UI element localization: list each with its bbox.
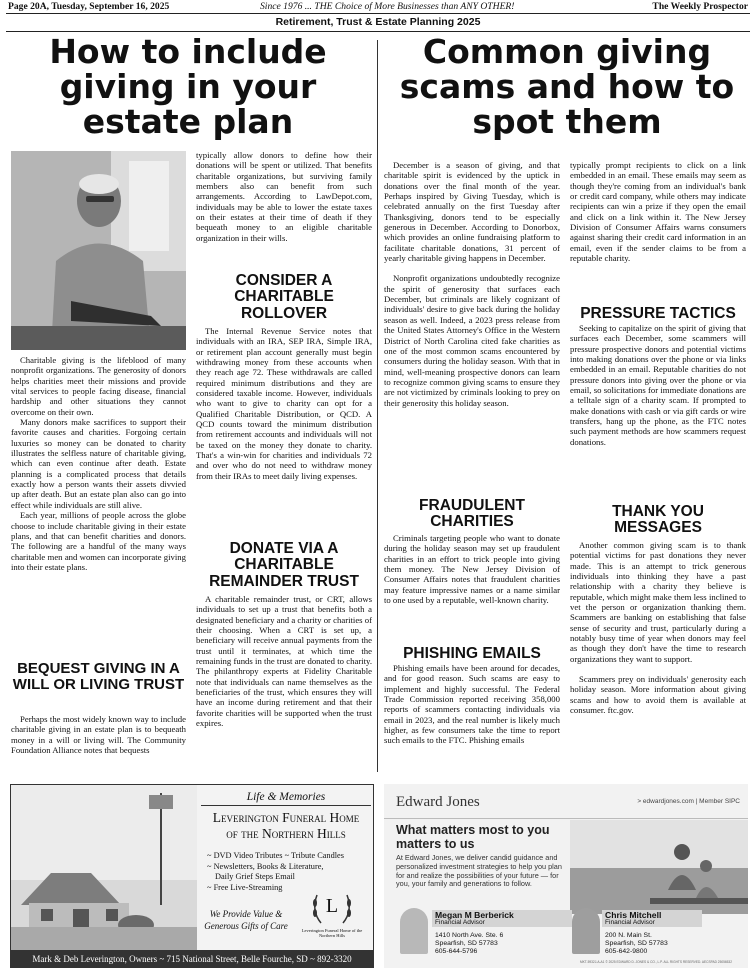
sub-remainder-trust: DONATE VIA A CHARITABLE REMAINDER TRUST bbox=[209, 540, 359, 590]
sub-pressure-tactics: PRESSURE TACTICS bbox=[580, 305, 736, 322]
service-item: ~ Free Live-Streaming bbox=[207, 882, 283, 892]
paragraph: Perhaps the most widely known way to include charitable giving in an estate plan is to bequeath money in a will or living will. The Community Foundation Alliance notes that bequests bbox=[11, 714, 186, 756]
left-col2-top bbox=[196, 150, 372, 243]
paragraph: Many donors make sacrifices to support their favorite causes and charities. Forgoing certain luxuries so money can be donated to charity illustrates the selfless nature of charitable giving, which can even continue after death. Estate planning is a complicated process that details exactly how a person wants their assets divvied up after death. But an estate plan also can go into effect while individuals are still alive. bbox=[11, 417, 186, 510]
paragraph: typically prompt recipients to click on a link embedded in an email. These emails may seem as though they're coming from an individual's bank or credit card company, while others may indicate recipients can win a prize if they open the email and click on a link within it. The New Jersey Division of Consumer Affairs warns consumers against sharing their credit card information in an email, even if the sender claims to be from a reputable charity. bbox=[570, 160, 746, 264]
slogan: Since 1976 ... THE Choice of More Businesses than ANY OTHER! bbox=[260, 1, 515, 12]
right-headline-line1: Common giving bbox=[422, 32, 712, 71]
funeral-home-name-line1: Leverington Funeral Home bbox=[212, 810, 360, 825]
funeral-home-name bbox=[195, 810, 377, 841]
services-list bbox=[207, 851, 373, 893]
advisor-contact bbox=[435, 932, 503, 956]
right-col2-top bbox=[570, 160, 746, 263]
ej-legal: MKT-5932J-A-A1 © 2025 EDWARD D. JONES & CO., L.P. ALL RIGHTS RESERVED. AECSPAD 25056532 bbox=[580, 960, 732, 964]
masthead-line bbox=[6, 0, 750, 14]
advisor-address: 200 N. Main St. bbox=[605, 932, 652, 939]
laurel-logo bbox=[301, 889, 363, 938]
logo-caption: Leverington Funeral Home of the Northern Hills bbox=[301, 928, 363, 938]
paragraph: Nonprofit organizations undoubtedly recognize the spirit of generosity that surfaces each December, but criminals are likely cognizant of individuals' desire to give back during the holiday season as well. Indeed, a 2023 press release from the United States Attorney's Office in the Western District of North Carolina cited fake charities as one of the most common scams encountered by consumers during the holiday season. With that in mind, well-meaning prospective donors can learn to recognize common giving scams to ensure they are not victimized by criminals looking to prey on their generosity this holiday season. bbox=[384, 273, 560, 408]
advisor-photo-mitchell bbox=[572, 908, 600, 954]
right-col2-mid bbox=[570, 323, 746, 447]
paragraph: Charitable giving is the lifeblood of many nonprofit organizations. The generosity of donors helps charities meet their missions and provide vital services to people facing disease, financial hardship and other situations they cannot overcome on their own. bbox=[11, 355, 186, 417]
man-at-laptop-photo bbox=[11, 151, 186, 350]
right-col1-mid bbox=[384, 533, 560, 605]
top-rule bbox=[6, 13, 750, 14]
service-item: ~ Newsletters, Books & Literature, bbox=[207, 861, 324, 871]
advisor-title: Financial Advisor bbox=[435, 919, 485, 926]
right-col1-bottom bbox=[384, 663, 560, 746]
paragraph: Phishing emails have been around for decades, and for good reason. Such scams are easy to implement and highly successful. The Federal Trade Commission reported receiving 358,000 reports of scammers contacting individuals via email in 2023, and the real number is likely much higher, as few consumers take the time to report such emails to the FTC. Phishing emails bbox=[384, 663, 560, 746]
right-col1 bbox=[384, 160, 560, 408]
left-headline bbox=[8, 32, 368, 141]
left-col2-bottom bbox=[196, 594, 372, 728]
advisor-name: Megan M Berberick bbox=[435, 910, 514, 920]
advisor-address: 1410 North Ave. Ste. 6 bbox=[435, 932, 504, 939]
left-headline-line2: giving in your bbox=[59, 66, 317, 106]
ej-body: At Edward Jones, we deliver candid guidance and personalized investment strategies to help you plan for and realize the possibilities of your future — for you, your family and generations to follow. bbox=[396, 853, 562, 889]
paragraph: The Internal Revenue Service notes that individuals with an IRA, SEP IRA, Simple IRA, or retirement plan account generally must begin withdrawing money from these accounts when they reach age 72. These withdrawals are called required minimum distributions and they are considered taxable income. However, individuals who want to give to charity can opt for a Qualified Charitable Distribution, or QCD. A QCD counts toward the minimum distribution from retirement accounts and individuals will not be taxed on the money they donate to charity. That's a win-win for charities and individuals 72 and over who do not need to withdraw money from their IRAs to meet daily living expenses. bbox=[196, 326, 372, 481]
ad-script-title: Life & Memories bbox=[246, 791, 326, 803]
logo-letter: L bbox=[325, 895, 339, 917]
advisor-city: Spearfish, SD 57783 bbox=[605, 940, 668, 948]
left-headline-line3: estate plan bbox=[82, 101, 294, 141]
sub-phishing: PHISHING EMAILS bbox=[403, 645, 541, 662]
ad-title-rule bbox=[201, 805, 371, 806]
section-title: Retirement, Trust & Estate Planning 2025 bbox=[275, 16, 481, 28]
right-headline-line3: spot them bbox=[472, 101, 662, 141]
left-headline-line1: How to include bbox=[49, 32, 327, 71]
advisor-city: Spearfish, SD 57783 bbox=[435, 940, 498, 948]
left-col1 bbox=[11, 355, 186, 572]
paper-name: The Weekly Prospector bbox=[652, 1, 748, 12]
sub-rollover: CONSIDER A CHARITABLE ROLLOVER bbox=[234, 272, 334, 322]
advisor-photo-berberick bbox=[400, 908, 428, 954]
paragraph: Seeking to capitalize on the spirit of giving that surfaces each December, some scammers will pressure prospective donors and potential victims into making donations over the phone or via links embedded in an email. Reputable charities do not pressure donors into giving over the phone or via email, so solicitations for immediate donations are a telltale sign of a charity scam. If prompted to make donations with cash or via gift cards or wire transfers, hang up the phone, as the FTC notes such payment methods are how scammers request donations. bbox=[570, 323, 746, 447]
left-col1-bottom bbox=[11, 714, 186, 755]
page-date: Page 20A, Tuesday, September 16, 2025 bbox=[8, 1, 170, 12]
funeral-home-ad[interactable] bbox=[10, 784, 374, 968]
funeral-home-photo bbox=[11, 785, 197, 950]
right-headline-line2: scams and how to bbox=[399, 66, 735, 106]
ad-tagline: We Provide Value & Generous Gifts of Care bbox=[204, 909, 288, 931]
ej-rule bbox=[384, 818, 748, 819]
family-lake-photo bbox=[570, 820, 748, 914]
advisor-title: Financial Advisor bbox=[605, 919, 655, 926]
advisor-name: Chris Mitchell bbox=[605, 910, 662, 920]
paragraph: Each year, millions of people across the globe choose to include charitable giving in their estate plans, and that can benefit charities and donors. The following are a handful of the many ways charitable men and women can incorporate giving into their estate plans. bbox=[11, 510, 186, 572]
paragraph: December is a season of giving, and that charitable spirit is evidenced by the uptick in donations over the final month of the year. Perhaps inspired by Giving Tuesday, which is celebrated annually on the first Tuesday after Thanksgiving, donors tend to be especially generous in December. According to Donorbox, which provides an online fundraising platform to facilitate charitable donations, 31 percent of yearly charitable giving happens in December. bbox=[384, 160, 560, 264]
funeral-home-name-line2: of the Northern Hills bbox=[226, 825, 346, 841]
paragraph: A charitable remainder trust, or CRT, allows individuals to set up a trust that benefits both a designated beneficiary and a charity or charities of their choosing. When a CRT is set up, a beneficiary will receive annual payments from the trust until it terminates, at which time the remaining funds in the trust are donated to charity. The philanthropy experts at Fidelity Charitable note that individuals can name themselves as the beneficiaries of the trust, which ensures they will have an income during retirement and that their favorite charities will be supported when the trust expires. bbox=[196, 594, 372, 729]
ej-website-link[interactable]: > edwardjones.com | Member SIPC bbox=[637, 798, 740, 805]
service-item: Daily Grief Steps Email bbox=[215, 872, 295, 882]
photo-illustration bbox=[11, 151, 186, 350]
ej-brand: Edward Jones bbox=[396, 794, 480, 810]
right-headline bbox=[385, 32, 749, 141]
advisor-phone[interactable]: 605-642-9800 bbox=[605, 948, 648, 956]
advisor-contact bbox=[605, 932, 668, 956]
paragraph: Another common giving scam is to thank potential victims for past donations they never made. This is an attempt to trick generous individuals into thinking they have a past relationship with a charity they believe is reputable, which might make them less inclined to vet the person or organization thanking them. Scammers are banking on establishing that false sense of security and trust, particularly during a notably busy time of year when donors may feel as though they don't have the time to research organizations they want to support. bbox=[570, 540, 746, 664]
right-col2-bottom bbox=[570, 540, 746, 716]
ej-headline: What matters most to you matters to us bbox=[396, 823, 550, 851]
sub-bequest: BEQUEST GIVING IN A WILL OR LIVING TRUST bbox=[12, 660, 185, 693]
service-item: ~ DVD Video Tributes ~ Tribute Candles bbox=[207, 851, 344, 860]
paragraph: typically allow donors to define how their donations will be spent or utilized. That benefits charitable organizations, but surviving family members also can benefit from such arrangements. According to LawDepot.com, individuals may be able to lower the estate taxes on their estates at their time of death if they bequeath money to an eligible charitable organization in their wills. bbox=[196, 150, 372, 243]
edward-jones-ad[interactable] bbox=[384, 784, 748, 968]
paragraph: Scammers prey on individuals' generosity each holiday season. More information about giving scams and how to avoid them is available at consumer. ftc.gov. bbox=[570, 674, 746, 716]
advisor-phone[interactable]: 605-644-5796 bbox=[435, 948, 478, 956]
ad-footer: Mark & Deb Leverington, Owners ~ 715 National Street, Belle Fourche, SD ~ 892-3320 bbox=[11, 950, 373, 968]
paragraph: Criminals targeting people who want to donate during the holiday season may set up fraudulent charities in an effort to trick people into giving them money. The New Jersey Division of Consumer Affairs notes that fraudulent charities may feature impressive names or a name similar to one used by a reputable, well-known charity. bbox=[384, 533, 560, 606]
column-divider bbox=[377, 40, 378, 772]
sub-thank-you: THANK YOU MESSAGES bbox=[612, 503, 704, 537]
left-col2-mid bbox=[196, 326, 372, 481]
sub-fraudulent-charities: FRAUDULENT CHARITIES bbox=[419, 497, 525, 531]
